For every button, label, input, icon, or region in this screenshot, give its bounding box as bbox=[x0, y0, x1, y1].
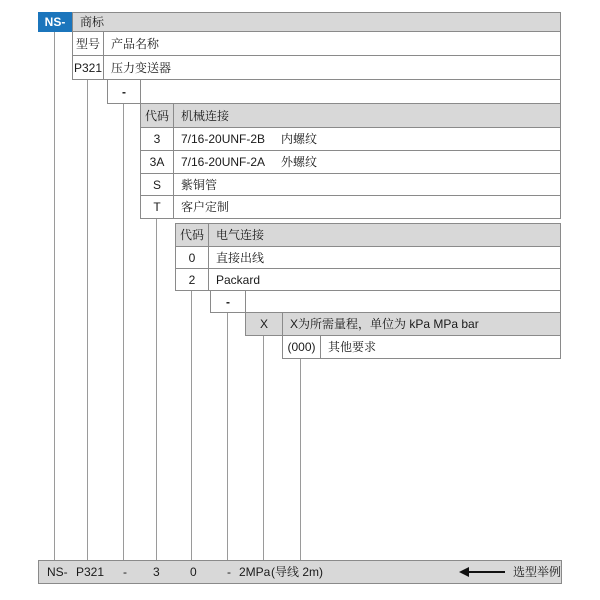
separator-1-filler bbox=[140, 79, 561, 104]
mech-row-code: 3 bbox=[140, 127, 174, 151]
mech-row-note-text: 内螺纹 bbox=[281, 132, 318, 146]
ns-prefix-badge: NS- bbox=[38, 12, 72, 32]
mech-row-note-text: 外螺纹 bbox=[281, 155, 318, 169]
mech-row-code: 3A bbox=[140, 150, 174, 174]
mech-row-label-text: 紫铜管 bbox=[181, 177, 218, 192]
left-arrow-icon bbox=[459, 567, 469, 577]
mech-row-label-text: 客户定制 bbox=[181, 200, 230, 214]
example-pointer bbox=[459, 561, 561, 583]
mech-row-label bbox=[173, 150, 561, 174]
model-value: P321 bbox=[72, 55, 104, 80]
product-col-header: 产品名称 bbox=[103, 31, 561, 56]
example-item-prefix: NS- bbox=[47, 565, 68, 579]
example-item-elec: 0 bbox=[190, 565, 197, 579]
range-code-cell: X bbox=[245, 312, 283, 336]
example-item-other: (导线 2m) bbox=[271, 565, 323, 579]
example-item-mech: 3 bbox=[153, 565, 160, 579]
mech-row-label bbox=[173, 195, 561, 219]
separator-2-filler bbox=[245, 290, 561, 313]
mech-row-label-text: 7/16-20UNF-2A bbox=[181, 155, 266, 169]
example-item-separator1: - bbox=[123, 565, 127, 579]
model-col-header: 型号 bbox=[72, 31, 104, 56]
example-item-model: P321 bbox=[76, 565, 105, 579]
elec-row-label: Packard bbox=[208, 268, 561, 291]
elec-row-code: 2 bbox=[175, 268, 209, 291]
mech-row-code: S bbox=[140, 173, 174, 196]
elec-row-label: 直接出线 bbox=[208, 246, 561, 269]
arrow-shaft bbox=[469, 571, 505, 573]
connector-line-separator2 bbox=[227, 312, 228, 560]
example-bar bbox=[38, 560, 562, 584]
connector-line-model bbox=[87, 79, 88, 560]
trademark-header: 商标 bbox=[72, 12, 561, 32]
mech-row-label bbox=[173, 127, 561, 151]
example-item-range: 2MPa bbox=[239, 565, 271, 579]
elec-name-header: 电气连接 bbox=[208, 223, 561, 247]
other-desc-cell: 其他要求 bbox=[320, 335, 561, 359]
separator-2-cell: - bbox=[210, 290, 246, 313]
separator-1-cell: - bbox=[107, 79, 141, 104]
connector-line-range bbox=[263, 335, 264, 560]
range-desc-cell: X为所需量程，单位为 kPa MPa bar bbox=[282, 312, 561, 336]
mech-code-header: 代码 bbox=[140, 103, 174, 128]
example-label: 选型举例 bbox=[513, 565, 562, 579]
connector-line-prefix bbox=[54, 32, 55, 560]
product-name: 压力变送器 bbox=[103, 55, 561, 80]
connector-line-mechanical bbox=[156, 218, 157, 560]
elec-code-header: 代码 bbox=[175, 223, 209, 247]
mech-row-label bbox=[173, 173, 561, 196]
connector-line-electrical bbox=[191, 290, 192, 560]
elec-row-code: 0 bbox=[175, 246, 209, 269]
connector-line-separator1 bbox=[123, 103, 124, 560]
mech-row-label-text: 7/16-20UNF-2B bbox=[181, 132, 266, 146]
other-code-cell: (000) bbox=[282, 335, 321, 359]
mech-name-header: 机械连接 bbox=[173, 103, 561, 128]
mech-row-code: T bbox=[140, 195, 174, 219]
connector-line-other bbox=[300, 358, 301, 560]
example-item-separator2: - bbox=[227, 565, 231, 579]
